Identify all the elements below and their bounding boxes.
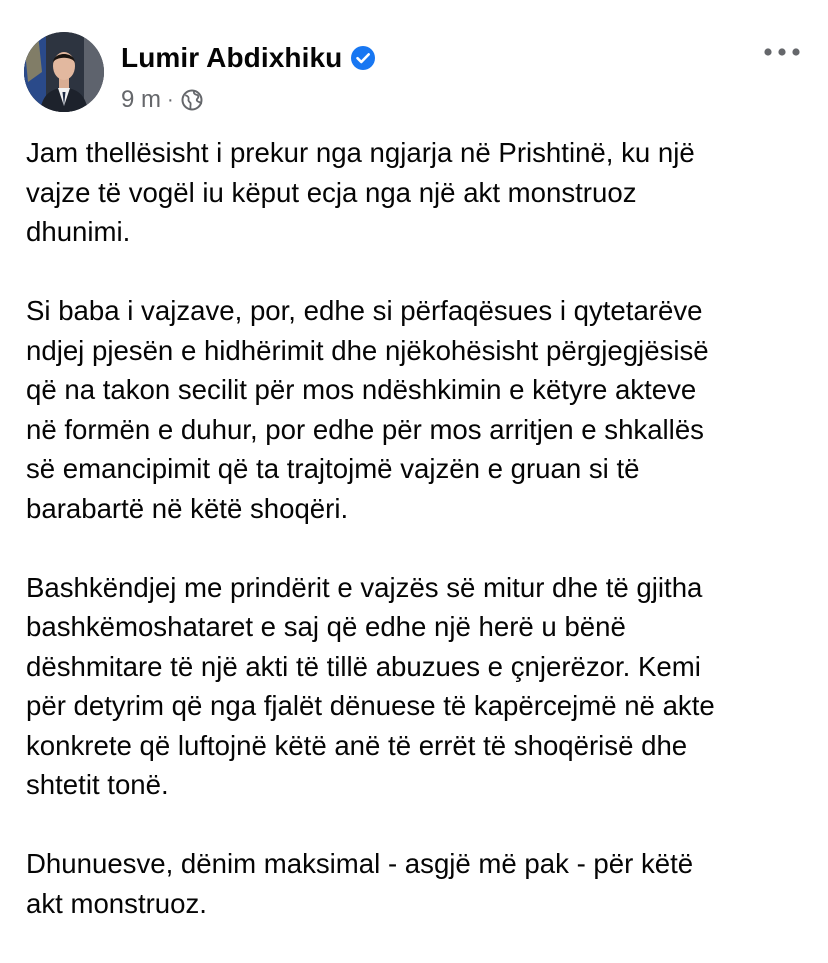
post-text-line: për detyrim që nga fjalët dënuese të kapërcejmë në akte: [26, 690, 715, 721]
verified-badge-icon: [350, 45, 376, 71]
post-text-line: që na takon secilit për mos ndëshkimin e këtyre akteve: [26, 374, 697, 405]
author-name[interactable]: Lumir Abdixhiku: [121, 42, 343, 73]
post-text-line: Bashkëndjej me prindërit e vajzës së mitur dhe të gjitha: [26, 571, 703, 603]
post-timestamp[interactable]: 9 m: [121, 86, 162, 113]
post-paragraph: [26, 568, 816, 805]
post-text-line: akt monstruoz.: [26, 887, 207, 919]
post-text-line: dëshmitare të një akti të tillë abuzues e çnjerëzor. Kemi: [26, 650, 701, 682]
post-text-line: së emancipimit që ta trajtojmë vajzën e gruan si të: [26, 453, 640, 484]
post-body: [26, 133, 816, 963]
post-paragraph: [26, 291, 816, 528]
author-row: [121, 42, 376, 74]
globe-icon[interactable]: [180, 88, 204, 112]
meta-separator: ·: [167, 88, 174, 111]
post-text-line: ndjej pjesën e hidhërimit dhe njëkohësisht përgjegjësisë: [26, 334, 709, 366]
post-text-line: Jam thellësisht i prekur nga ngjarja në Prishtinë, ku një: [26, 137, 695, 168]
post-text-line: barabartë në këtë shoqëri.: [26, 492, 349, 524]
post-text-line: shtetit tonë.: [26, 769, 169, 800]
avatar[interactable]: [24, 32, 104, 112]
post-paragraph: [26, 844, 816, 923]
ellipsis-horizontal-icon: [764, 48, 800, 56]
post-text-line: Dhunuesve, dënim maksimal - asgjë më pak - për këtë: [26, 848, 694, 879]
post-text-line: konkrete që luftojnë këtë anë të errët të shoqërisë dhe: [26, 729, 688, 761]
post-text-line: në formën e duhur, por edhe për mos arritjen e shkallës: [26, 413, 704, 445]
profile-photo: [24, 32, 104, 112]
post-paragraph: [26, 133, 816, 252]
post-text-line: dhunimi.: [26, 216, 131, 247]
post-text-line: Si baba i vajzave, por, edhe si përfaqësues i qytetarëve: [26, 295, 703, 326]
more-options-button[interactable]: [760, 38, 804, 66]
post-text-line: vajze të vogël iu këput ecja nga një akt monstruoz: [26, 176, 637, 208]
post-text-line: bashkëmoshataret e saj që edhe një herë u bënë: [26, 611, 626, 642]
post-header: [24, 32, 804, 114]
post-meta: [121, 86, 204, 114]
